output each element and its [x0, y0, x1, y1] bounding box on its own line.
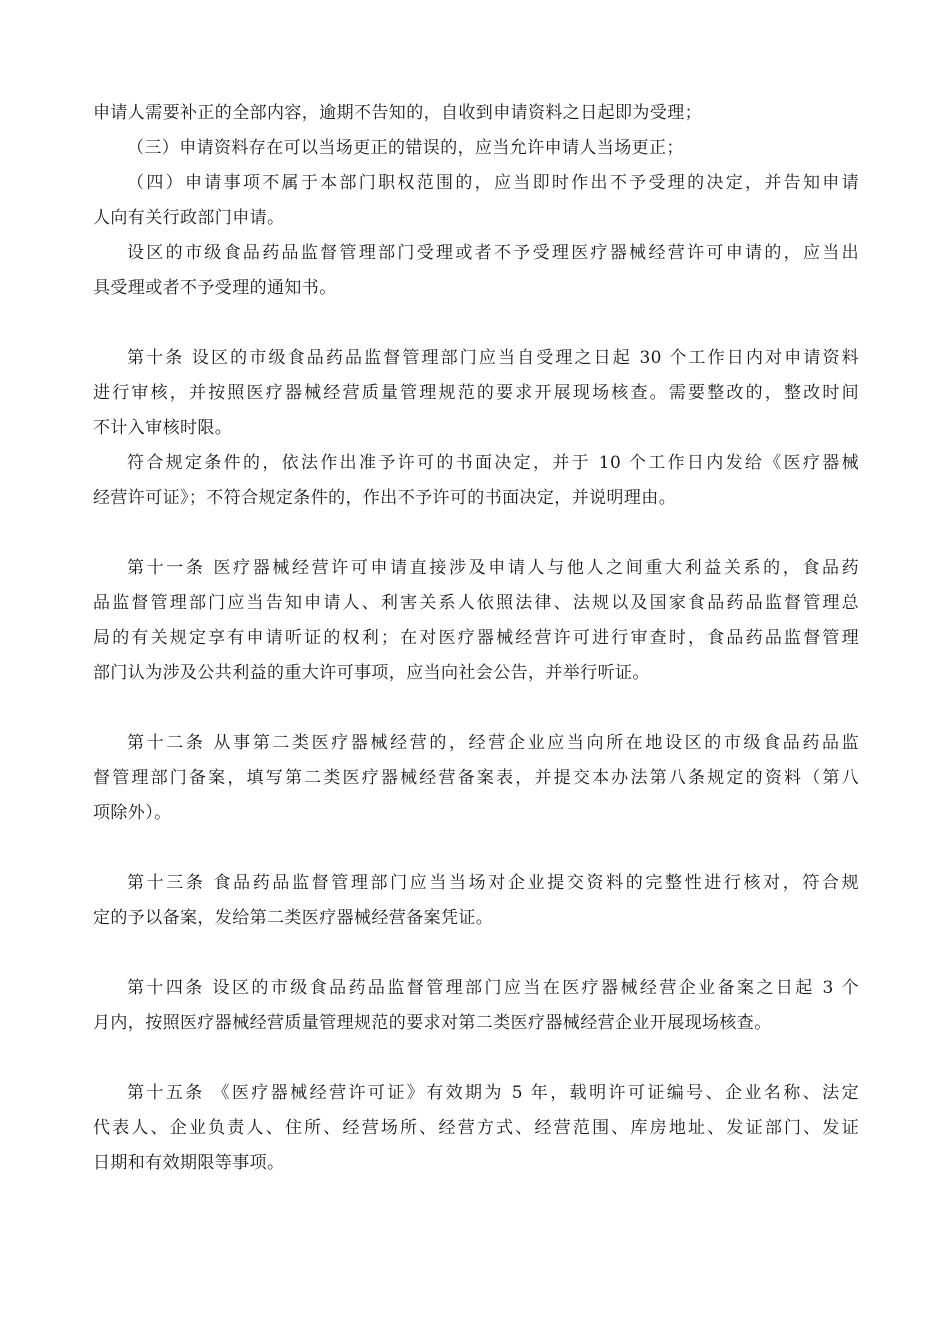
- paragraph-spacer: [93, 936, 859, 971]
- text-line: 定的予以备案，发给第二类医疗器械经营备案凭证。: [93, 908, 494, 928]
- article-10-paragraph-2: [93, 446, 859, 516]
- paragraph-item-3: [93, 131, 859, 166]
- text-line: 人向有关行政部门申请。: [93, 208, 285, 228]
- text-line: 设区的市级食品药品监督管理部门受理或者不予受理医疗器械经营许可申请的，应当出: [127, 243, 859, 263]
- text-line: 局的有关规定享有申请听证的权利；在对医疗器械经营许可进行审查时，食品药品监督管理: [93, 628, 859, 648]
- text-line: 符合规定条件的，依法作出准予许可的书面决定，并于 10 个工作日内发给《医疗器械: [127, 453, 859, 473]
- text-line: 日期和有效期限等事项。: [93, 1153, 285, 1173]
- text-line: （四）申请事项不属于本部门职权范围的，应当即时作出不予受理的决定，并告知申请: [127, 173, 859, 193]
- article-11: [93, 551, 859, 691]
- text-line: 代表人、企业负责人、住所、经营场所、经营方式、经营范围、库房地址、发证部门、发证: [93, 1118, 859, 1138]
- text-line: 经营许可证》；不符合规定条件的，作出不予许可的书面决定，并说明理由。: [93, 488, 677, 508]
- article-10: [93, 341, 859, 446]
- text-line: （三）申请资料存在可以当场更正的错误的，应当允许申请人当场更正；: [127, 138, 684, 158]
- text-line: 品监督管理部门应当告知申请人、利害关系人依照法律、法规以及国家食品药品监督管理总: [93, 593, 859, 613]
- paragraph-spacer: [93, 1041, 859, 1076]
- text-line: 具受理或者不予受理的通知书。: [93, 278, 337, 298]
- text-line: 不计入审核时限。: [93, 418, 233, 438]
- text-line: 督管理部门备案，填写第二类医疗器械经营备案表，并提交本办法第八条规定的资料（第八: [93, 768, 859, 788]
- paragraph-notice: [93, 236, 859, 306]
- article-13: [93, 866, 859, 936]
- article-15: [93, 1076, 859, 1181]
- text-line: 第十四条 设区的市级食品药品监督管理部门应当在医疗器械经营企业备案之日起 3 个: [127, 978, 859, 998]
- paragraph-spacer: [93, 691, 859, 726]
- paragraph-spacer: [93, 306, 859, 341]
- text-line: 第十二条 从事第二类医疗器械经营的，经营企业应当向所在地设区的市级食品药品监: [127, 733, 859, 753]
- text-line: 月内，按照医疗器械经营质量管理规范的要求对第二类医疗器械经营企业开展现场核查。: [93, 1013, 772, 1033]
- text-line: 进行审核，并按照医疗器械经营质量管理规范的要求开展现场核查。需要整改的，整改时间: [93, 383, 859, 403]
- document-page: [93, 96, 859, 1181]
- text-line: 申请人需要补正的全部内容，逾期不告知的，自收到申请资料之日起即为受理；: [93, 103, 702, 123]
- paragraph-spacer: [93, 831, 859, 866]
- text-line: 第十三条 食品药品监督管理部门应当当场对企业提交资料的完整性进行核对，符合规: [127, 873, 859, 893]
- text-line: 第十条 设区的市级食品药品监督管理部门应当自受理之日起 30 个工作日内对申请资料: [127, 348, 859, 368]
- article-14: [93, 971, 859, 1041]
- paragraph-continuation: [93, 96, 859, 131]
- text-line: 部门认为涉及公共利益的重大许可事项，应当向社会公告，并举行听证。: [93, 663, 650, 683]
- text-line: 第十五条 《医疗器械经营许可证》有效期为 5 年，载明许可证编号、企业名称、法定: [127, 1083, 859, 1103]
- article-12: [93, 726, 859, 831]
- text-line: 项除外）。: [93, 803, 172, 823]
- paragraph-spacer: [93, 516, 859, 551]
- text-line: 第十一条 医疗器械经营许可申请直接涉及申请人与他人之间重大利益关系的，食品药: [127, 558, 859, 578]
- paragraph-item-4: [93, 166, 859, 236]
